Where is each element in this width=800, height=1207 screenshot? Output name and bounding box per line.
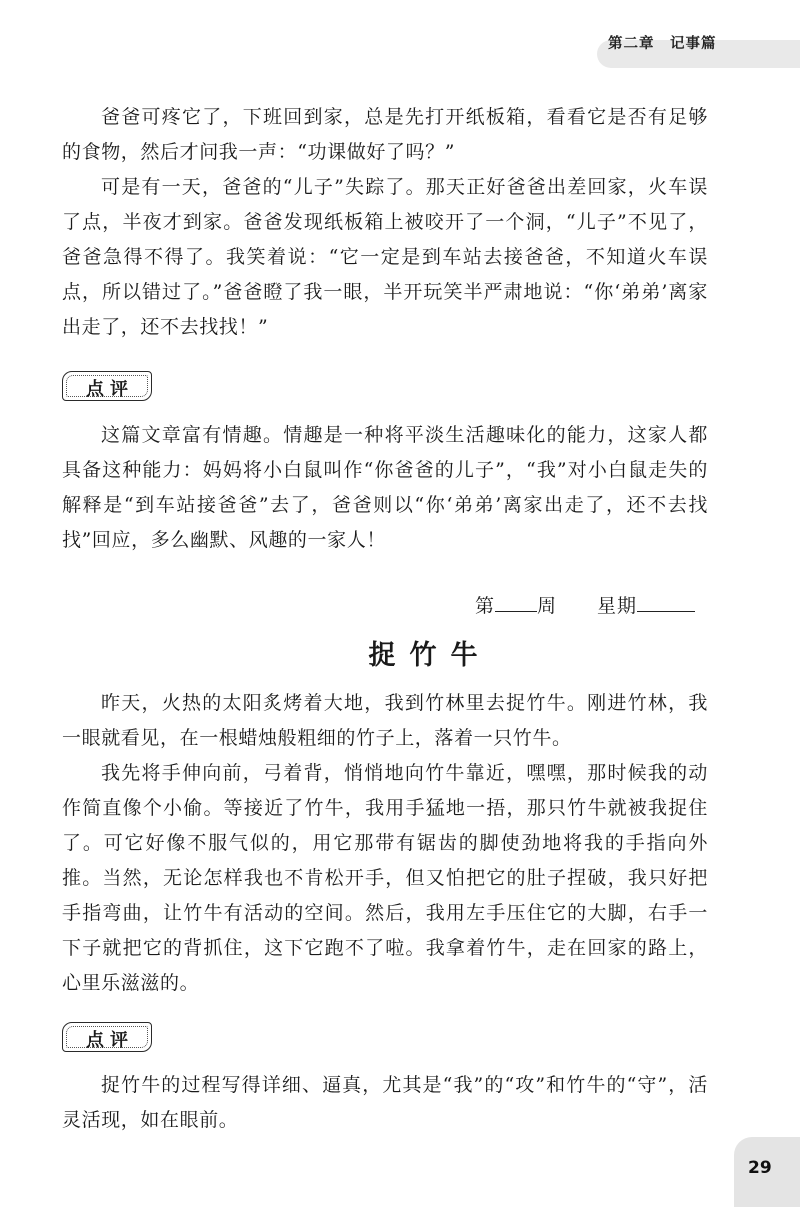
chapter-header: 第二章 记事篇 (608, 36, 717, 52)
week-fill-line (475, 591, 695, 618)
week-zhou-label: 周 (537, 595, 558, 617)
article2-review-text: 捉竹牛的过程写得详细、逼真，尤其是“我”的“攻”和竹牛的“守”，活灵活现，如在眼前。 (62, 1074, 708, 1131)
page-number: 29 (748, 1158, 772, 1178)
article1-paragraph-1: 爸爸可疼它了，下班回到家，总是先打开纸板箱，看看它是否有足够的食物，然后才问我一声：“功课做好了吗？” (62, 106, 708, 163)
article1-paragraph-2: 可是有一天，爸爸的“儿子”失踪了。那天正好爸爸出差回家，火车误了点，半夜才到家。爸爸发现纸板箱上被咬开了一个洞，“儿子”不见了，爸爸急得不得了。我笑着说：“它一定是到车站去接爸爸，不知道火车误点，所以错过了。”爸爸瞪了我一眼，半开玩笑半严肃地说：“你‘弟弟’离家出走了，还不去找找！” (62, 176, 708, 338)
review-badge-2 (62, 1022, 152, 1052)
review-badge-label: 点评 (86, 1030, 134, 1051)
article1-review-text: 这篇文章富有情趣。情趣是一种将平淡生活趣味化的能力，这家人都具备这种能力：妈妈将小白鼠叫作“你爸爸的儿子”，“我”对小白鼠走失的解释是“到车站接爸爸”去了，爸爸则以“你‘弟弟’离家出走了，还不去找找”回应，多么幽默、风趣的一家人！ (62, 424, 708, 551)
week-number-blank (495, 591, 537, 612)
review-badge-1 (62, 371, 152, 401)
week-di-label: 第 (475, 595, 496, 617)
review-badge-label: 点评 (86, 379, 134, 400)
article2-paragraph-2: 我先将手伸向前，弓着背，悄悄地向竹牛靠近，嘿嘿，那时候我的动作简直像个小偷。等接近了竹牛，我用手猛地一捂，那只竹牛就被我捉住了。可它好像不服气似的，用它那带有锯齿的脚使劲地将我的手指向外推。当然，无论怎样我也不肯松开手，但又怕把它的肚子捏破，我只好把手指弯曲，让竹牛有活动的空间。然后，我用左手压住它的大脚，右手一下子就把它的背抓住，这下它跑不了啦。我拿着竹牛，走在回家的路上，心里乐滋滋的。 (62, 762, 708, 994)
weekday-blank (637, 591, 695, 612)
article2-paragraph-1: 昨天，火热的太阳炙烤着大地，我到竹林里去捉竹牛。刚进竹林，我一眼就看见，在一根蜡烛般粗细的竹子上，落着一只竹牛。 (62, 692, 708, 749)
article2-title: 捉竹牛 (368, 640, 492, 671)
week-xingqi-label: 星期 (597, 595, 638, 617)
